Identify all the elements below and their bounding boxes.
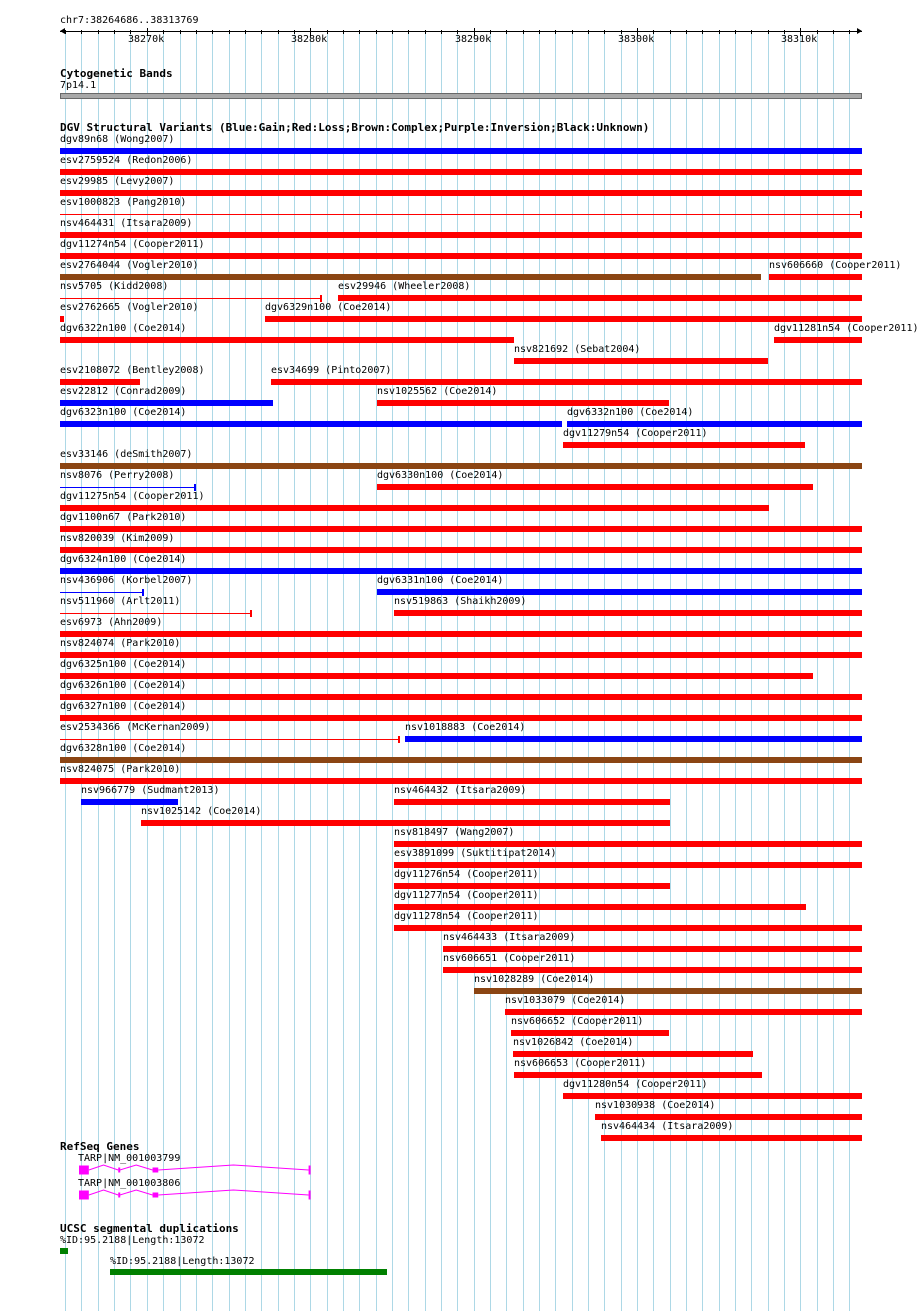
ruler-minor-tick	[245, 30, 246, 34]
variant-bar[interactable]	[60, 613, 252, 614]
gene-label: TARP|NM_001003806	[78, 1178, 181, 1189]
segdup-track-title: UCSC segmental duplications	[60, 1222, 239, 1235]
ruler-minor-tick	[849, 30, 850, 34]
variant-bar[interactable]	[60, 631, 862, 637]
variant-label: esv29946 (Wheeler2008)	[338, 281, 471, 292]
variant-bar[interactable]	[60, 379, 140, 385]
variant-label: dgv6327n100 (Coe2014)	[60, 701, 187, 712]
ruler-minor-tick	[523, 30, 524, 34]
variant-bar[interactable]	[60, 274, 761, 280]
ruler-minor-tick	[343, 30, 344, 34]
ruler-label: 38310k	[781, 34, 818, 45]
ruler-minor-tick	[229, 30, 230, 34]
variant-label: dgv11276n54 (Cooper2011)	[394, 869, 539, 880]
ruler-minor-tick	[506, 30, 507, 34]
gene-exon[interactable]	[309, 1191, 311, 1200]
variant-label: dgv11274n54 (Cooper2011)	[60, 239, 205, 250]
variant-end-cap	[860, 211, 862, 218]
variant-bar[interactable]	[141, 820, 670, 826]
variant-bar[interactable]	[265, 316, 862, 322]
variant-bar[interactable]	[81, 799, 178, 805]
variant-bar[interactable]	[60, 298, 322, 299]
ruler-label: 38290k	[455, 34, 492, 45]
cytoband-bar[interactable]	[60, 93, 862, 99]
variant-label: esv2759524 (Redon2006)	[60, 155, 193, 166]
variant-end-cap	[320, 295, 322, 302]
ruler-minor-tick	[833, 30, 834, 34]
ruler-minor-tick	[376, 30, 377, 34]
variant-bar[interactable]	[60, 505, 769, 511]
ruler-minor-tick	[702, 30, 703, 34]
variant-label: dgv6329n100 (Coe2014)	[265, 302, 392, 313]
variant-bar[interactable]	[60, 778, 862, 784]
variant-label: esv2534366 (McKernan2009)	[60, 722, 211, 733]
variant-label: nsv606660 (Cooper2011)	[769, 260, 902, 271]
gene-intron	[120, 1165, 153, 1170]
variant-label: nsv606653 (Cooper2011)	[514, 1058, 647, 1069]
variant-label: nsv1030938 (Coe2014)	[595, 1100, 716, 1111]
variant-bar[interactable]	[595, 1114, 862, 1120]
variant-label: esv2108072 (Bentley2008)	[60, 365, 205, 376]
ruler-minor-tick	[98, 30, 99, 34]
variant-label: dgv6324n100 (Coe2014)	[60, 554, 187, 565]
ruler-minor-tick	[81, 30, 82, 34]
variant-bar[interactable]	[60, 316, 64, 322]
variant-bar[interactable]	[394, 610, 862, 616]
variant-label: dgv6326n100 (Coe2014)	[60, 680, 187, 691]
variant-bar[interactable]	[60, 337, 514, 343]
variant-bar[interactable]	[394, 883, 670, 889]
variant-label: nsv8076 (Perry2008)	[60, 470, 175, 481]
variant-bar[interactable]	[474, 988, 862, 994]
variant-bar[interactable]	[377, 400, 669, 406]
variant-label: nsv519863 (Shaikh2009)	[394, 596, 527, 607]
variant-end-cap	[142, 589, 144, 596]
variant-label: nsv464432 (Itsara2009)	[394, 785, 527, 796]
gene-exon[interactable]	[153, 1168, 159, 1173]
variant-bar[interactable]	[60, 421, 562, 427]
variant-bar[interactable]	[394, 904, 806, 910]
variant-bar[interactable]	[60, 526, 862, 532]
variant-label: nsv824074 (Park2010)	[60, 638, 181, 649]
variant-bar[interactable]	[60, 169, 862, 175]
variant-bar[interactable]	[60, 739, 400, 740]
variant-label: nsv606652 (Cooper2011)	[511, 1016, 644, 1027]
variant-bar[interactable]	[443, 946, 862, 952]
variant-label: esv2764044 (Vogler2010)	[60, 260, 199, 271]
variant-bar[interactable]	[60, 547, 862, 553]
segdup-bar[interactable]	[110, 1269, 387, 1275]
variant-label: dgv11280n54 (Cooper2011)	[563, 1079, 708, 1090]
ruler-minor-tick	[425, 30, 426, 34]
ruler-label: 38300k	[618, 34, 655, 45]
gene-label: TARP|NM_001003799	[78, 1153, 181, 1164]
variant-label: dgv6323n100 (Coe2014)	[60, 407, 187, 418]
cytoband-label: 7p14.1	[60, 80, 97, 91]
variant-label: nsv464431 (Itsara2009)	[60, 218, 193, 229]
dgv-track-title: DGV Structural Variants (Blue:Gain;Red:Loss;Brown:Complex;Purple:Inversion;Black:Unknown)	[60, 121, 650, 134]
variant-label: nsv1018883 (Coe2014)	[405, 722, 526, 733]
variant-bar[interactable]	[563, 442, 805, 448]
ruler-minor-tick	[817, 30, 818, 34]
refseq-track-title: RefSeq Genes	[60, 1140, 140, 1153]
ruler-minor-tick	[604, 30, 605, 34]
variant-bar[interactable]	[60, 253, 862, 259]
variant-bar[interactable]	[60, 592, 144, 593]
variant-label: dgv6328n100 (Coe2014)	[60, 743, 187, 754]
ruler-minor-tick	[392, 30, 393, 34]
variant-label: dgv11281n54 (Cooper2011)	[774, 323, 919, 334]
variant-bar[interactable]	[60, 652, 862, 658]
variant-bar[interactable]	[394, 862, 862, 868]
ruler-minor-tick	[555, 30, 556, 34]
variant-bar[interactable]	[60, 148, 862, 154]
variant-label: esv3891099 (Suktitipat2014)	[394, 848, 557, 859]
variant-end-cap	[250, 610, 252, 617]
variant-label: nsv966779 (Sudmant2013)	[81, 785, 220, 796]
variant-label: esv6973 (Ahn2009)	[60, 617, 163, 628]
gene-exon[interactable]	[79, 1191, 89, 1200]
variant-bar[interactable]	[513, 1051, 753, 1057]
locus-label: chr7:38264686..38313769	[60, 15, 199, 26]
variant-bar[interactable]	[511, 1030, 669, 1036]
variant-bar[interactable]	[514, 358, 768, 364]
variant-bar[interactable]	[60, 214, 862, 215]
ruler-minor-tick	[735, 30, 736, 34]
gene-exon[interactable]	[118, 1168, 120, 1173]
variant-label: nsv436906 (Korbel2007)	[60, 575, 193, 586]
variant-bar[interactable]	[60, 694, 862, 700]
gene-intron	[158, 1190, 308, 1195]
variant-bar[interactable]	[60, 487, 196, 488]
gene-intron	[120, 1190, 153, 1195]
ruler-minor-tick	[261, 30, 262, 34]
variant-label: nsv818497 (Wang2007)	[394, 827, 515, 838]
variant-label: esv34699 (Pinto2007)	[271, 365, 392, 376]
ruler-minor-tick	[572, 30, 573, 34]
variant-bar[interactable]	[567, 421, 862, 427]
variant-label: esv22812 (Conrad2009)	[60, 386, 187, 397]
ruler-minor-tick	[212, 30, 213, 34]
variant-label: esv2762665 (Vogler2010)	[60, 302, 199, 313]
variant-label: nsv606651 (Cooper2011)	[443, 953, 576, 964]
ruler-right-arrow-icon	[857, 28, 862, 34]
variant-bar[interactable]	[394, 925, 862, 931]
cytoband-track-title: Cytogenetic Bands	[60, 67, 173, 80]
variant-bar[interactable]	[514, 1072, 762, 1078]
ruler-minor-tick	[408, 30, 409, 34]
ruler-minor-tick	[278, 30, 279, 34]
ruler-minor-tick	[768, 30, 769, 34]
segdup-label: %ID:95.2188|Length:13072	[60, 1235, 205, 1246]
variant-label: nsv1033079 (Coe2014)	[505, 995, 626, 1006]
variant-label: nsv5705 (Kidd2008)	[60, 281, 169, 292]
variant-label: dgv89n68 (Wong2007)	[60, 134, 175, 145]
variant-label: nsv464433 (Itsara2009)	[443, 932, 576, 943]
ruler-minor-tick	[719, 30, 720, 34]
ruler-minor-tick	[196, 30, 197, 34]
variant-label: dgv11279n54 (Cooper2011)	[563, 428, 708, 439]
ruler-minor-tick	[180, 30, 181, 34]
variant-label: dgv11275n54 (Cooper2011)	[60, 491, 205, 502]
variant-label: dgv11277n54 (Cooper2011)	[394, 890, 539, 901]
variant-bar[interactable]	[443, 967, 862, 973]
ruler-minor-tick	[539, 30, 540, 34]
segdup-label: %ID:95.2188|Length:13072	[110, 1256, 255, 1267]
variant-bar[interactable]	[601, 1135, 862, 1141]
variant-bar[interactable]	[394, 799, 670, 805]
gene-exon[interactable]	[309, 1166, 311, 1175]
ruler-minor-tick	[114, 30, 115, 34]
variant-label: nsv1026842 (Coe2014)	[513, 1037, 634, 1048]
variant-label: dgv6331n100 (Coe2014)	[377, 575, 504, 586]
variant-bar[interactable]	[505, 1009, 862, 1015]
variant-bar[interactable]	[563, 1093, 862, 1099]
ruler-minor-tick	[686, 30, 687, 34]
variant-bar[interactable]	[60, 463, 862, 469]
gene-exon[interactable]	[79, 1166, 89, 1175]
variant-label: nsv1028289 (Coe2014)	[474, 974, 595, 985]
variant-label: dgv6325n100 (Coe2014)	[60, 659, 187, 670]
variant-label: esv33146 (deSmith2007)	[60, 449, 193, 460]
variant-bar[interactable]	[60, 673, 813, 679]
gene-exon[interactable]	[153, 1193, 159, 1198]
variant-bar[interactable]	[60, 190, 862, 196]
variant-label: dgv6332n100 (Coe2014)	[567, 407, 694, 418]
variant-bar[interactable]	[60, 715, 862, 721]
variant-bar[interactable]	[338, 295, 862, 301]
variant-bar[interactable]	[271, 379, 862, 385]
segdup-bar[interactable]	[60, 1248, 68, 1254]
variant-label: dgv6330n100 (Coe2014)	[377, 470, 504, 481]
variant-bar[interactable]	[769, 274, 862, 280]
variant-bar[interactable]	[60, 232, 862, 238]
gene-exon[interactable]	[118, 1193, 120, 1198]
ruler-label: 38280k	[291, 34, 328, 45]
variant-label: esv1000823 (Pang2010)	[60, 197, 187, 208]
ruler-minor-tick	[359, 30, 360, 34]
variant-label: dgv6322n100 (Coe2014)	[60, 323, 187, 334]
variant-label: nsv1025562 (Coe2014)	[377, 386, 498, 397]
variant-bar[interactable]	[377, 589, 862, 595]
variant-bar[interactable]	[60, 568, 862, 574]
variant-end-cap	[194, 484, 196, 491]
variant-label: esv29985 (Levy2007)	[60, 176, 175, 187]
variant-label: nsv824075 (Park2010)	[60, 764, 181, 775]
ruler-minor-tick	[327, 30, 328, 34]
ruler-minor-tick	[670, 30, 671, 34]
gene-intron	[89, 1190, 118, 1195]
variant-label: nsv820039 (Kim2009)	[60, 533, 175, 544]
variant-bar[interactable]	[60, 400, 273, 406]
ruler-minor-tick	[441, 30, 442, 34]
variant-label: nsv464434 (Itsara2009)	[601, 1121, 734, 1132]
variant-label: nsv1025142 (Coe2014)	[141, 806, 262, 817]
ruler-minor-tick	[751, 30, 752, 34]
variant-bar[interactable]	[377, 484, 813, 490]
variant-bar[interactable]	[394, 841, 862, 847]
variant-bar[interactable]	[774, 337, 862, 343]
variant-bar[interactable]	[60, 757, 862, 763]
ruler-label: 38270k	[128, 34, 165, 45]
variant-bar[interactable]	[405, 736, 862, 742]
ruler-minor-tick	[65, 30, 66, 34]
variant-end-cap	[398, 736, 400, 743]
gene-intron	[89, 1165, 118, 1170]
variant-label: dgv11278n54 (Cooper2011)	[394, 911, 539, 922]
ruler-minor-tick	[588, 30, 589, 34]
variant-label: dgv1100n67 (Park2010)	[60, 512, 187, 523]
variant-label: nsv511960 (Arlt2011)	[60, 596, 181, 607]
variant-label: nsv821692 (Sebat2004)	[514, 344, 641, 355]
gene-intron	[158, 1165, 308, 1170]
